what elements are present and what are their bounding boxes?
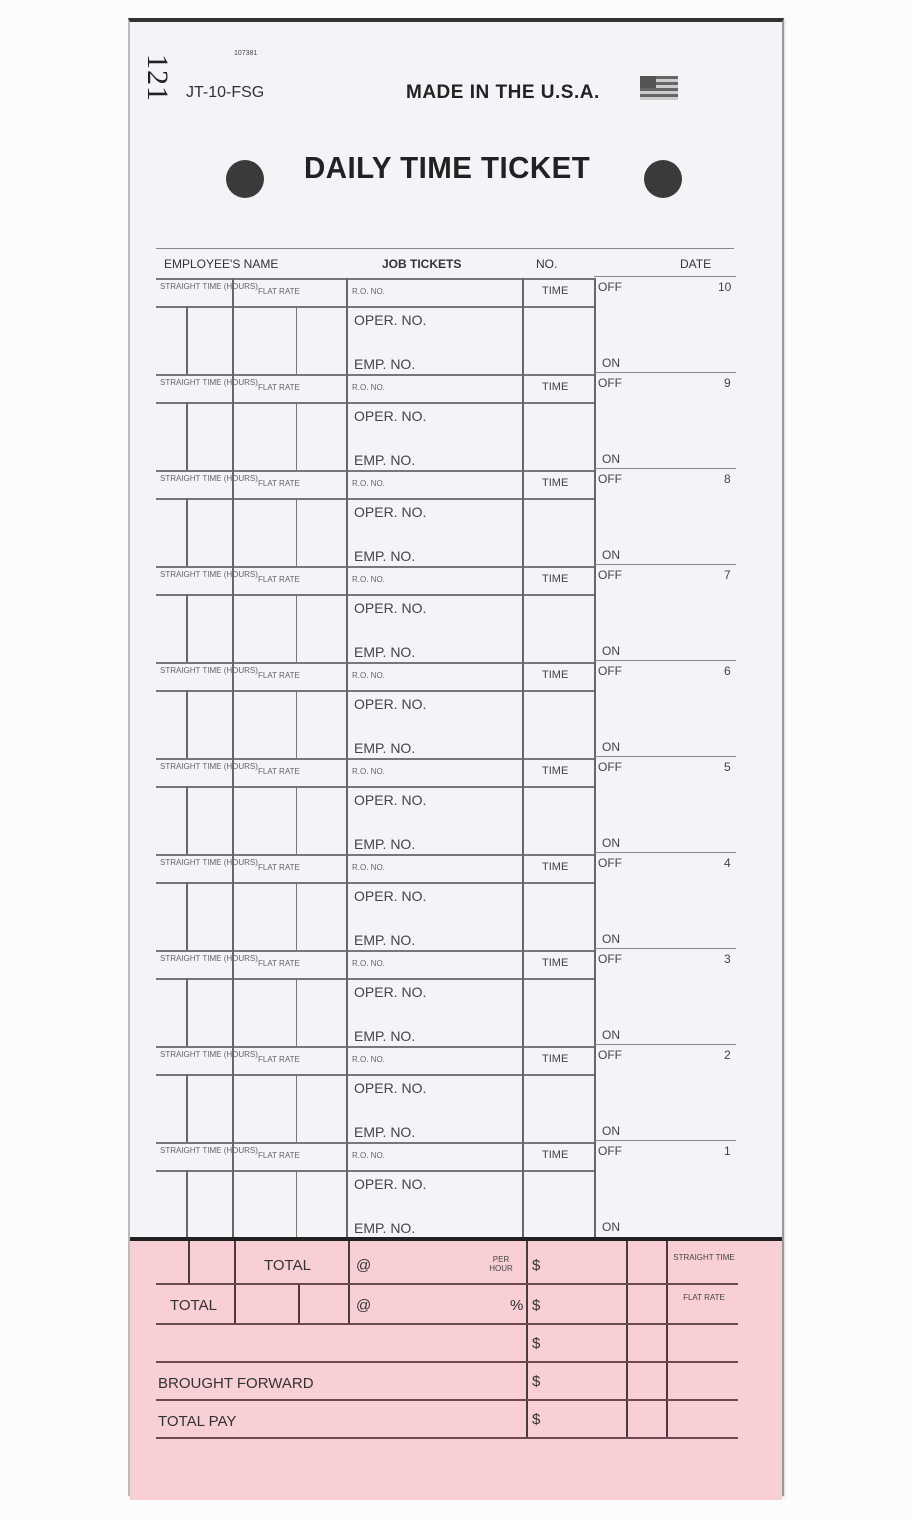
divider xyxy=(594,1044,736,1045)
divider xyxy=(156,882,594,884)
on-label[interactable]: ON xyxy=(602,1220,620,1234)
divider xyxy=(188,1241,190,1283)
oper-no-label[interactable]: OPER. NO. xyxy=(354,888,427,904)
dollar-sign[interactable]: $ xyxy=(532,1297,541,1314)
divider xyxy=(232,1046,234,1142)
flat-rate-label: FLAT RATE xyxy=(258,863,300,872)
ro-no-label[interactable]: R.O. NO. xyxy=(352,479,385,488)
divider xyxy=(594,1142,596,1238)
divider xyxy=(522,662,524,758)
straight-time-label: STRAIGHT TIME (HOURS) xyxy=(160,282,258,291)
emp-no-label[interactable]: EMP. NO. xyxy=(354,836,416,852)
divider xyxy=(594,756,736,757)
row-number: 4 xyxy=(724,856,731,870)
row-number: 8 xyxy=(724,472,731,486)
divider xyxy=(296,978,297,1046)
divider xyxy=(186,306,188,374)
divider xyxy=(186,690,188,758)
on-label[interactable]: ON xyxy=(602,836,620,850)
divider xyxy=(156,854,594,856)
dollar-sign[interactable]: $ xyxy=(532,1373,541,1390)
divider xyxy=(186,1170,188,1238)
divider xyxy=(232,758,234,854)
ro-no-label[interactable]: R.O. NO. xyxy=(352,671,385,680)
ro-no-label[interactable]: R.O. NO. xyxy=(352,863,385,872)
on-label[interactable]: ON xyxy=(602,1124,620,1138)
divider xyxy=(594,372,736,373)
time-ticket-card xyxy=(128,18,784,1496)
divider xyxy=(594,276,736,277)
oper-no-label[interactable]: OPER. NO. xyxy=(354,1176,427,1192)
brought-forward-label: BROUGHT FORWARD xyxy=(158,1375,314,1392)
divider xyxy=(594,854,596,950)
divider xyxy=(296,1074,297,1142)
time-label: TIME xyxy=(542,381,569,393)
flat-rate-label: FLAT RATE xyxy=(258,383,300,392)
divider xyxy=(156,786,594,788)
emp-no-label[interactable]: EMP. NO. xyxy=(354,1124,416,1140)
oper-no-label[interactable]: OPER. NO. xyxy=(354,600,427,616)
ro-no-label[interactable]: R.O. NO. xyxy=(352,959,385,968)
divider xyxy=(156,566,594,568)
divider xyxy=(186,402,188,470)
divider xyxy=(156,1074,594,1076)
divider xyxy=(296,690,297,758)
off-label[interactable]: OFF xyxy=(598,760,622,774)
divider xyxy=(232,470,234,566)
flat-rate-label: FLAT RATE xyxy=(258,575,300,584)
divider xyxy=(346,854,348,950)
straight-time-label: STRAIGHT TIME (HOURS) xyxy=(160,474,258,483)
oper-no-label[interactable]: OPER. NO. xyxy=(354,1080,427,1096)
straight-time-label: STRAIGHT TIME xyxy=(673,1253,735,1262)
ro-no-label[interactable]: R.O. NO. xyxy=(352,1151,385,1160)
emp-no-label[interactable]: EMP. NO. xyxy=(354,740,416,756)
dollar-sign[interactable]: $ xyxy=(532,1335,541,1352)
emp-no-label[interactable]: EMP. NO. xyxy=(354,932,416,948)
divider xyxy=(594,852,736,853)
divider xyxy=(296,594,297,662)
straight-total-label: TOTAL xyxy=(264,1257,311,1274)
divider xyxy=(156,374,594,376)
divider xyxy=(346,662,348,758)
made-in-usa: MADE IN THE U.S.A. xyxy=(406,82,600,103)
divider xyxy=(296,882,297,950)
time-label: TIME xyxy=(542,477,569,489)
divider xyxy=(156,306,594,308)
us-flag-icon xyxy=(640,76,678,100)
off-label[interactable]: OFF xyxy=(598,856,622,870)
totals-section xyxy=(130,1237,782,1500)
divider xyxy=(346,758,348,854)
row-number: 7 xyxy=(724,568,731,582)
time-label: TIME xyxy=(542,861,569,873)
divider xyxy=(296,1170,297,1238)
row-number: 5 xyxy=(724,760,731,774)
time-label: TIME xyxy=(542,957,569,969)
time-label: TIME xyxy=(542,1053,569,1065)
on-label[interactable]: ON xyxy=(602,644,620,658)
divider xyxy=(346,566,348,662)
divider xyxy=(626,1241,628,1437)
divider xyxy=(156,690,594,692)
divider xyxy=(346,950,348,1046)
form-code-small: 107381 xyxy=(234,50,258,57)
off-label[interactable]: OFF xyxy=(598,280,622,294)
divider xyxy=(156,758,594,760)
divider xyxy=(522,758,524,854)
divider xyxy=(346,1142,348,1238)
divider xyxy=(594,662,596,758)
divider xyxy=(156,470,594,472)
ro-no-label[interactable]: R.O. NO. xyxy=(352,383,385,392)
ro-no-label[interactable]: R.O. NO. xyxy=(352,575,385,584)
off-label[interactable]: OFF xyxy=(598,568,622,582)
flat-rate-label: FLAT RATE xyxy=(258,1151,300,1160)
straight-time-label: STRAIGHT TIME (HOURS) xyxy=(160,1146,258,1155)
on-label[interactable]: ON xyxy=(602,932,620,946)
divider xyxy=(594,950,596,1046)
form-title: DAILY TIME TICKET xyxy=(304,150,591,185)
oper-no-label[interactable]: OPER. NO. xyxy=(354,696,427,712)
divider xyxy=(186,594,188,662)
oper-no-label[interactable]: OPER. NO. xyxy=(354,504,427,520)
row-number: 9 xyxy=(724,376,731,390)
emp-no-label[interactable]: EMP. NO. xyxy=(354,1028,416,1044)
employee-name-label[interactable]: EMPLOYEE'S NAME xyxy=(164,257,279,271)
divider xyxy=(594,948,736,949)
divider xyxy=(296,786,297,854)
flat-rate-label: FLAT RATE xyxy=(258,767,300,776)
date-label[interactable]: DATE xyxy=(680,257,712,271)
divider xyxy=(156,1323,738,1325)
straight-time-label: STRAIGHT TIME (HOURS) xyxy=(160,378,258,387)
divider xyxy=(346,374,348,470)
time-label: TIME xyxy=(542,573,569,585)
divider xyxy=(232,566,234,662)
ro-no-label[interactable]: R.O. NO. xyxy=(352,1055,385,1064)
oper-no-label[interactable]: OPER. NO. xyxy=(354,792,427,808)
emp-no-label[interactable]: EMP. NO. xyxy=(354,644,416,660)
row-number: 3 xyxy=(724,952,731,966)
on-label[interactable]: ON xyxy=(602,548,620,562)
serial-number: 121 xyxy=(141,54,174,102)
divider xyxy=(156,1046,594,1048)
off-label[interactable]: OFF xyxy=(598,1144,622,1158)
emp-no-label[interactable]: EMP. NO. xyxy=(354,452,416,468)
divider xyxy=(522,950,524,1046)
header-top-rule xyxy=(156,248,734,249)
straight-time-label: STRAIGHT TIME (HOURS) xyxy=(160,762,258,771)
divider xyxy=(186,1074,188,1142)
on-label[interactable]: ON xyxy=(602,452,620,466)
job-tickets-label: JOB TICKETS xyxy=(382,257,462,271)
divider xyxy=(346,1046,348,1142)
flat-rate-label: FLAT RATE xyxy=(683,1293,725,1302)
divider xyxy=(156,498,594,500)
divider xyxy=(156,594,594,596)
divider xyxy=(232,278,234,374)
divider xyxy=(156,402,594,404)
divider xyxy=(522,470,524,566)
divider xyxy=(186,978,188,1046)
divider xyxy=(594,470,596,566)
off-label[interactable]: OFF xyxy=(598,664,622,678)
on-label[interactable]: ON xyxy=(602,356,620,370)
divider xyxy=(186,882,188,950)
off-label[interactable]: OFF xyxy=(598,952,622,966)
divider xyxy=(348,1241,350,1323)
divider xyxy=(156,1142,594,1144)
oper-no-label[interactable]: OPER. NO. xyxy=(354,984,427,1000)
divider xyxy=(186,498,188,566)
row-number: 2 xyxy=(724,1048,731,1062)
form-number: JT-10-FSG xyxy=(186,84,265,101)
percent-symbol: % xyxy=(510,1297,524,1314)
divider xyxy=(666,1241,668,1437)
divider xyxy=(186,786,188,854)
row-number: 6 xyxy=(724,664,731,678)
divider xyxy=(156,1437,738,1439)
divider xyxy=(156,1170,594,1172)
punch-hole-right xyxy=(644,160,682,198)
divider xyxy=(232,950,234,1046)
emp-no-label[interactable]: EMP. NO. xyxy=(354,548,416,564)
off-label[interactable]: OFF xyxy=(598,472,622,486)
time-label: TIME xyxy=(542,1149,569,1161)
divider xyxy=(594,660,736,661)
divider xyxy=(232,854,234,950)
ro-no-label[interactable]: R.O. NO. xyxy=(352,287,385,296)
at-symbol: @ xyxy=(356,1297,372,1314)
flat-rate-label: FLAT RATE xyxy=(258,287,300,296)
divider xyxy=(232,662,234,758)
divider xyxy=(594,1046,596,1142)
divider xyxy=(594,278,596,374)
on-label[interactable]: ON xyxy=(602,740,620,754)
divider xyxy=(156,1399,738,1401)
divider xyxy=(594,566,596,662)
divider xyxy=(594,564,736,565)
divider xyxy=(234,1241,236,1323)
divider xyxy=(522,278,524,374)
divider xyxy=(522,566,524,662)
row-number: 10 xyxy=(718,280,732,294)
per-hour-label: PER HOUR xyxy=(489,1255,513,1273)
divider xyxy=(296,402,297,470)
ro-no-label[interactable]: R.O. NO. xyxy=(352,767,385,776)
dollar-sign[interactable]: $ xyxy=(532,1257,541,1274)
at-symbol: @ xyxy=(356,1257,372,1274)
dollar-sign[interactable]: $ xyxy=(532,1411,541,1428)
punch-hole-left xyxy=(226,160,264,198)
divider xyxy=(296,498,297,566)
divider xyxy=(346,278,348,374)
divider xyxy=(232,374,234,470)
divider xyxy=(594,1140,736,1141)
total-pay-label: TOTAL PAY xyxy=(158,1413,237,1430)
divider xyxy=(594,374,596,470)
straight-time-label: STRAIGHT TIME (HOURS) xyxy=(160,570,258,579)
off-label[interactable]: OFF xyxy=(598,376,622,390)
ticket-no-label[interactable]: NO. xyxy=(536,257,558,271)
divider xyxy=(522,1142,524,1238)
divider xyxy=(156,662,594,664)
flat-rate-label: FLAT RATE xyxy=(258,671,300,680)
divider xyxy=(156,950,594,952)
divider xyxy=(346,470,348,566)
divider xyxy=(522,854,524,950)
time-label: TIME xyxy=(542,765,569,777)
divider xyxy=(156,278,594,280)
divider xyxy=(156,978,594,980)
oper-no-label[interactable]: OPER. NO. xyxy=(354,312,427,328)
flat-rate-label: FLAT RATE xyxy=(258,479,300,488)
divider xyxy=(522,374,524,470)
straight-time-label: STRAIGHT TIME (HOURS) xyxy=(160,1050,258,1059)
divider xyxy=(594,468,736,469)
flat-rate-label: FLAT RATE xyxy=(258,959,300,968)
divider xyxy=(156,1283,738,1285)
divider xyxy=(156,1361,738,1363)
straight-time-label: STRAIGHT TIME (HOURS) xyxy=(160,954,258,963)
on-label[interactable]: ON xyxy=(602,1028,620,1042)
straight-time-label: STRAIGHT TIME (HOURS) xyxy=(160,666,258,675)
divider xyxy=(232,1142,234,1238)
flat-total-label: TOTAL xyxy=(170,1297,217,1314)
time-label: TIME xyxy=(542,669,569,681)
divider xyxy=(296,306,297,374)
emp-no-label[interactable]: EMP. NO. xyxy=(354,356,416,372)
oper-no-label[interactable]: OPER. NO. xyxy=(354,408,427,424)
off-label[interactable]: OFF xyxy=(598,1048,622,1062)
divider xyxy=(526,1241,528,1437)
divider xyxy=(522,1046,524,1142)
time-label: TIME xyxy=(542,285,569,297)
straight-time-label: STRAIGHT TIME (HOURS) xyxy=(160,858,258,867)
emp-no-label[interactable]: EMP. NO. xyxy=(354,1220,416,1236)
row-number: 1 xyxy=(724,1144,731,1158)
flat-rate-label: FLAT RATE xyxy=(258,1055,300,1064)
divider xyxy=(298,1283,300,1323)
divider xyxy=(594,758,596,854)
